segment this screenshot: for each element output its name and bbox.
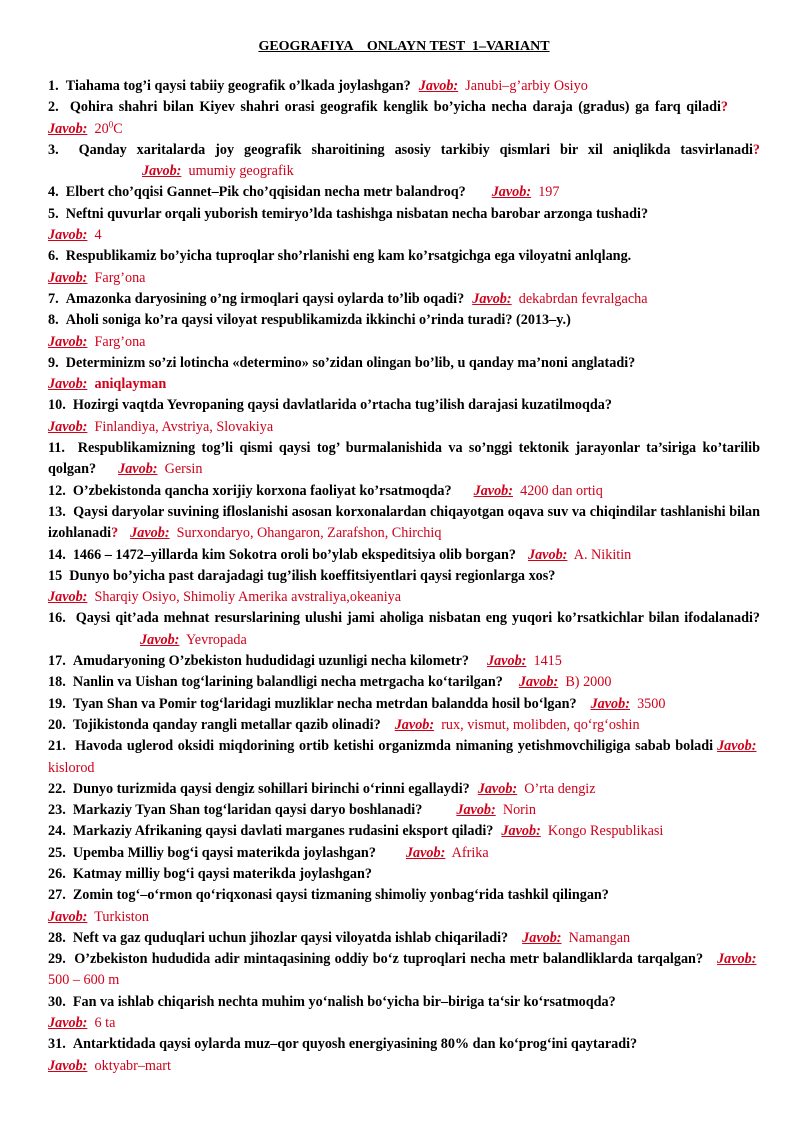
javob-label: Javob: [473,482,513,499]
question-item [48,1034,760,1077]
javob-label: Javob: [477,780,518,797]
question-item [48,949,760,992]
answer-text: umumiy geografik [188,163,294,180]
javob-label: Javob: [394,716,435,733]
question-number: 27. [48,887,66,904]
question-text: 1466 – 1472–yillarda kim Sokotra oroli bo’ylab ekspeditsiya olib borgan? [72,546,516,563]
question-number: 12. [48,482,66,499]
answer-text: Surxondaryo, Ohangaron, Zarafshon, Chirchiq [176,525,442,542]
question-text: Aholi soniga ko’ra qaysi viloyat respublikamizda ikkinchi o’rinda turadi? (2013–y.) [65,312,571,329]
javob-label: Javob: [48,120,88,137]
javob-label: Javob: [48,333,88,350]
question-text: Neft va gaz quduqlari uchun jihozlar qaysi viloyatda ishlab chiqariladi? [72,929,509,946]
question-item [48,502,760,545]
answer-text: Farg’ona [94,269,146,286]
question-text: Dunyo turizmida qaysi dengiz sohillari birinchi o‘rinni egallaydi? [72,780,470,797]
page-title: GEOGRAFIYA ONLAYN TEST 1–VARIANT [258,39,550,54]
answer-text: dekabrdan fevralgacha [518,290,648,307]
question-number: 25. [48,844,66,861]
question-text: Neftni quvurlar orqali yuborish temiryo’lda tashishga nisbatan necha barobar arzonga tushadi? [65,205,649,222]
question-number: 14. [48,546,66,563]
javob-label: Javob: [48,908,88,925]
question-text: O’zbekistonda qancha xorijiy korxona faoliyat ko’rsatmoqda? [72,482,452,499]
answer-text: 4 [94,227,102,244]
answer-text: 20 [94,120,109,137]
javob-label: Javob: [527,546,568,563]
question-number: 7. [48,290,59,307]
question-number: 20. [48,716,66,733]
question-text: Upemba Milliy bog‘i qaysi materikda joylashgan? [72,844,376,861]
question-text: Respublikamizning tog’li qismi qaysi tog’ burmalanishida va so’nggi tektonik jarayonlar ta’siriga ko’tarilib qolgan? [48,440,760,478]
question-text: Tiahama tog’i qaysi tabiiy geografik o’lkada joylashgan? [65,78,411,94]
question-text: Zomin tog‘–o‘rmon qo‘riqxonasi qaysi tizmaning shimoliy yonbag‘rida tashkil qilingan? [72,887,609,904]
question-item [48,481,760,502]
javob-label: Javob: [717,951,757,968]
answer-unit: C [113,120,123,137]
question-list [48,76,760,1077]
question-mark: ? [720,99,728,116]
javob-label: Javob: [405,844,446,861]
question-text: Elbert cho’qqisi Gannet–Pik cho’qqisidan necha metr balandroq? [65,184,466,201]
question-text: Qanday xaritalarda joy geografik sharoitining asosiy tarkibiy qismlari bir xil aniqlikda tasvirlanadi [78,141,753,158]
answer-text: kislorod [48,759,95,776]
question-number: 18. [48,674,66,691]
question-item [48,438,760,481]
question-item [48,353,760,396]
question-text: Amazonka daryosining o’ng irmoqlari qaysi oylarda to’lib oqadi? [65,290,465,307]
question-text: Tyan Shan va Pomir tog‘laridagi muzliklar necha metrdan balandda hosil bo‘lgan? [72,695,577,712]
question-number: 19. [48,695,66,712]
question-number: 21. [48,738,66,755]
question-number: 26. [48,865,66,882]
javob-label: Javob: [472,290,512,307]
question-item [48,672,760,693]
javob-label: Javob: [522,929,562,946]
answer-text: Namangan [568,929,631,946]
question-text: Antarktidada qaysi oylarda muz–qor quyosh energiyasining 80% dan ko‘prog‘ini qaytaradi? [72,1036,638,1053]
question-number: 5. [48,205,59,222]
javob-label: Javob: [48,227,88,244]
answer-superscript: 0 [108,118,114,129]
question-item [48,821,760,842]
answer-text: rux, vismut, molibden, qo‘rg‘oshin [441,716,640,733]
question-number: 11. [48,440,65,457]
question-number: 28. [48,929,66,946]
answer-text: Yevropada [185,631,247,648]
question-item [48,289,760,310]
answer-text: 1415 [533,653,562,670]
question-item [48,246,760,289]
javob-label: Javob: [142,163,182,180]
question-text: Amudaryoning O’zbekiston hududidagi uzunligi necha kilometr? [72,653,469,670]
question-item [48,843,760,864]
javob-label: Javob: [456,802,496,819]
question-item [48,928,760,949]
answer-text: Norin [502,802,536,819]
question-text: Nanlin va Uishan tog‘larining balandligi necha metrgacha ko‘tarilgan? [72,674,503,691]
question-text: Qohira shahri bilan Kiyev shahri orasi geografik kenglik bo’yicha necha daraja (gradus) ga farq qiladi [69,99,721,116]
question-item [48,715,760,736]
answer-text: B) 2000 [565,674,612,691]
question-text: Hozirgi vaqtda Yevropaning qaysi davlatlarida o’rtacha tug’ilish darajasi kuzatilmoqda? [72,397,612,414]
answer-text: Finlandiya, Avstriya, Slovakiya [94,418,274,435]
javob-label: Javob: [418,78,459,94]
question-item [48,864,760,885]
question-item [48,608,760,651]
question-mark: ? [752,141,760,158]
javob-label: Javob: [501,823,541,840]
answer-text: A. Nikitin [573,546,632,563]
answer-text: 500 – 600 m [48,972,120,989]
question-item [48,694,760,715]
javob-label: Javob: [518,674,559,691]
javob-label: Javob: [118,461,158,478]
question-text: Fan va ishlab chiqarish nechta muhim yo‘nalish bo‘yicha bir–biriga ta‘sir ko‘rsatmoqda? [72,993,616,1010]
question-item [48,395,760,438]
question-text: Qaysi daryolar suvining ifloslanishi asosan korxonalardan chiqayotgan oqava suv va chiqindilar tashlanishi bilan izohlanadi [48,503,761,542]
javob-label: Javob: [491,184,532,201]
question-item [48,651,760,672]
question-text: Markaziy Afrikaning qaysi davlati marganes rudasini eksport qiladi? [72,823,494,840]
question-number: 31. [48,1036,66,1053]
question-number: 29. [48,951,66,968]
answer-text: aniqlayman [94,376,167,393]
javob-label: Javob: [48,418,88,435]
question-mark: ? [111,525,119,542]
question-number: 10. [48,397,66,414]
question-number: 1. [48,78,59,94]
question-item [48,545,760,566]
answer-text: Afrika [451,844,489,861]
question-text: Havoda uglerod oksidi miqdorining ortib ketishi organizmda nimaning yetishmovchiligiga sabab boladi [75,738,714,755]
question-text: Dunyo bo’yicha past darajadagi tug’ilish koeffitsiyentlari qaysi regionlarga xos? [69,567,556,584]
question-number: 3. [48,141,59,158]
question-number: 8. [48,312,59,329]
question-number: 17. [48,653,66,670]
question-text: Respublikamiz bo’yicha tuproqlar sho’rlanishi eng kam ko’rsatgichga ega viloyatni anlqlang. [65,248,632,265]
question-number: 4. [48,184,59,201]
question-text: Katmay milliy bog‘i qaysi materikda joylashgan? [72,865,372,882]
answer-text: oktyabr–mart [94,1057,171,1074]
answer-text: Kongo Respublikasi [547,823,664,840]
answer-text: 4200 dan ortiq [520,482,603,499]
javob-label: Javob: [486,653,527,670]
javob-label: Javob: [48,1057,88,1074]
question-item [48,800,760,821]
question-number: 30. [48,993,66,1010]
question-item [48,885,760,928]
question-item [48,736,760,779]
question-item [48,76,760,97]
javob-label: Javob: [48,376,88,393]
answer-text: Janubi–g’arbiy Osiyo [465,78,588,94]
question-text: Markaziy Tyan Shan tog‘laridan qaysi daryo boshlanadi? [72,802,423,819]
answer-text: 3500 [637,695,666,712]
answer-text: 197 [538,184,560,201]
question-item [48,140,760,183]
answer-text: Farg’ona [94,333,146,350]
answer-text: Sharqiy Osiyo, Shimoliy Amerika avstraliya,okeaniya [94,589,402,606]
javob-label: Javob: [717,738,757,755]
question-text: Qaysi qit’ada mehnat resurslarining ulushi jami aholiga nisbatan eng yuqori ko’rsatkichlar bilan ifodalanadi? [75,610,760,627]
javob-label: Javob: [130,525,170,542]
question-text: Determinizm so’zi lotincha «determino» so’zidan olingan bo’lib, u qanday ma’noni anglatadi? [65,354,636,371]
javob-label: Javob: [48,269,88,286]
answer-text: Gersin [164,461,203,478]
javob-label: Javob: [590,695,630,712]
question-number: 15 [48,567,63,584]
question-text: Tojikistonda qanday rangli metallar qazib olinadi? [72,716,381,733]
javob-label: Javob: [48,1015,88,1032]
question-number: 23. [48,802,66,819]
question-item [48,992,760,1035]
question-number: 13. [48,503,66,520]
answer-text: O’rta dengiz [524,780,596,797]
question-item [48,566,760,609]
question-item [48,779,760,800]
question-item [48,310,760,353]
question-number: 24. [48,823,66,840]
javob-label: Javob: [48,589,88,606]
question-number: 9. [48,354,59,371]
question-number: 6. [48,248,59,265]
question-number: 16. [48,610,66,627]
question-text: O’zbekiston hududida adir mintaqasining oddiy bo‘z tuproqlari necha metr balandliklarda tarqalgan? [74,951,704,968]
question-number: 22. [48,780,66,797]
question-number: 2. [48,99,59,116]
question-item [48,97,760,140]
question-item [48,182,760,203]
answer-text: 6 ta [94,1015,116,1032]
question-item [48,204,760,247]
answer-text: Turkiston [94,908,149,925]
javob-label: Javob: [140,631,180,648]
